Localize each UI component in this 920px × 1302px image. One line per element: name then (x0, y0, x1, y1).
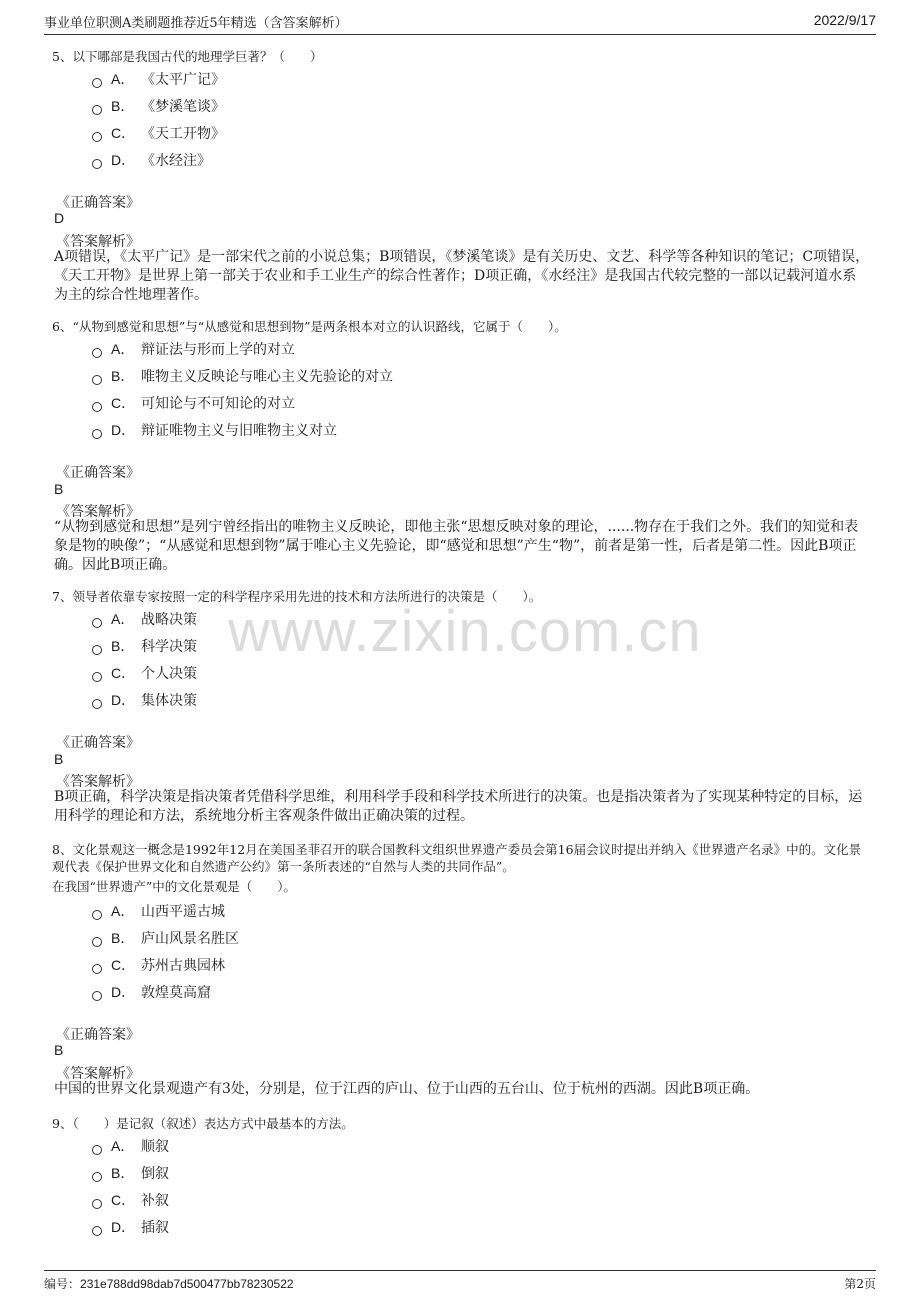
radio-icon[interactable] (92, 618, 102, 628)
option-row[interactable]: D． 《水经注》 (92, 149, 211, 171)
option-row[interactable]: C． 苏州古典园林 (92, 954, 225, 976)
explanation-label: 《答案解析》 (56, 1066, 140, 1082)
option-row[interactable]: B． 倒叙 (92, 1162, 169, 1184)
radio-icon[interactable] (92, 78, 102, 88)
answer-value: B (54, 751, 64, 767)
radio-icon[interactable] (92, 1199, 102, 1209)
option-row[interactable]: B． 唯物主义反映论与唯心主义先验论的对立 (92, 365, 393, 387)
option-row[interactable]: B． 庐山风景名胜区 (92, 927, 239, 949)
option-row[interactable]: D． 集体决策 (92, 689, 197, 711)
option-row[interactable]: A． 《太平广记》 (92, 68, 225, 90)
radio-icon[interactable] (92, 699, 102, 709)
radio-icon[interactable] (92, 1145, 102, 1155)
option-text: 《太平广记》 (141, 72, 225, 88)
document-code: 编号：231e788dd98dab7d500477bb78230522 (44, 1277, 294, 1291)
option-text: 唯物主义反映论与唯心主义先验论的对立 (141, 369, 393, 385)
option-text: 战略决策 (141, 612, 197, 628)
option-text: 补叙 (141, 1193, 169, 1209)
option-row[interactable]: C． 可知论与不可知论的对立 (92, 392, 295, 414)
radio-icon[interactable] (92, 105, 102, 115)
option-row[interactable]: A． 山西平遥古城 (92, 900, 225, 922)
option-text: 苏州古典园林 (141, 958, 225, 974)
option-text: 插叙 (141, 1220, 169, 1236)
explanation-label: 《答案解析》 (56, 774, 140, 790)
option-text: 《水经注》 (141, 153, 211, 169)
document-title: 事业单位职测A类刷题推荐近5年精选（含答案解析） (44, 16, 348, 31)
explanation-label: 《答案解析》 (56, 504, 140, 520)
option-text: 辩证唯物主义与旧唯物主义对立 (141, 423, 337, 439)
page-footer (44, 1270, 876, 1295)
radio-icon[interactable] (92, 348, 102, 358)
explanation-text: B项正确，科学决策是指决策者凭借科学思维，利用科学手段和科学技术所进行的决策。也是指决策者为了实现某种特定的目标，运用科学的理论和方法，系统地分析主客观条件做出正确决策的过程。 (54, 789, 863, 824)
option-row[interactable]: D． 插叙 (92, 1216, 169, 1238)
radio-icon[interactable] (92, 375, 102, 385)
explanation-text: 中国的世界文化景观遗产有3处，分别是，位于江西的庐山、位于山西的五台山、位于杭州的西湖。因此B项正确。 (54, 1081, 760, 1097)
question-9-text: 9、（ ）是记叙（叙述）表达方式中最基本的方法。 (52, 1116, 354, 1131)
question-6-text: 6、“从物到感觉和思想”与“从感觉和思想到物”是两条根本对立的认识路线，它属于（ ）。 (52, 319, 567, 334)
answer-label: 《正确答案》 (56, 465, 140, 481)
radio-icon[interactable] (92, 645, 102, 655)
radio-icon[interactable] (92, 1172, 102, 1182)
radio-icon[interactable] (92, 910, 102, 920)
option-row[interactable]: C． 补叙 (92, 1189, 169, 1211)
question-7-text: 7、领导者依靠专家按照一定的科学程序采用先进的技术和方法所进行的决策是（ ）。 (52, 589, 542, 604)
option-row[interactable]: D． 辩证唯物主义与旧唯物主义对立 (92, 419, 337, 441)
radio-icon[interactable] (92, 991, 102, 1001)
option-text: 可知论与不可知论的对立 (141, 396, 295, 412)
option-row[interactable]: A． 战略决策 (92, 608, 197, 630)
page-header (44, 10, 876, 35)
option-row[interactable]: A． 辩证法与形而上学的对立 (92, 338, 295, 360)
answer-label: 《正确答案》 (56, 735, 140, 751)
page-number: 第2页 (844, 1277, 876, 1291)
option-text: 个人决策 (141, 666, 197, 682)
radio-icon[interactable] (92, 964, 102, 974)
option-row[interactable]: C． 《天工开物》 (92, 122, 225, 144)
option-row[interactable]: A． 顺叙 (92, 1135, 169, 1157)
radio-icon[interactable] (92, 159, 102, 169)
watermark: www.zixin.com.cn (228, 599, 702, 664)
option-text: 科学决策 (141, 639, 197, 655)
option-text: 倒叙 (141, 1166, 169, 1182)
explanation-text: A项错误，《太平广记》是一部宋代之前的小说总集；B项错误，《梦溪笔谈》是有关历史、文艺、科学等各种知识的笔记；C项错误，《天工开物》是世界上第一部关于农业和手工业生产的综合性著作；D项正确，《水经注》是我国古代较完整的一部以记载河道水系为主的综合性地理著作。 (54, 249, 870, 303)
option-row[interactable]: B． 科学决策 (92, 635, 197, 657)
document-date: 2022/9/17 (813, 12, 876, 28)
radio-icon[interactable] (92, 1226, 102, 1236)
option-text: 山西平遥古城 (141, 904, 225, 920)
question-5-text: 5、以下哪部是我国古代的地理学巨著？（ ） (52, 49, 323, 64)
question-8-text: 8、文化景观这一概念是1992年12月在美国圣菲召开的联合国教科文组织世界遗产委员会第16届会议时提出并纳入《世界遗产名录》中的。文化景观代表《保护世界文化和自然遗产公约》第一条所表述的“自然与人类的共同作品”。 (52, 842, 862, 874)
answer-value: B (54, 1042, 64, 1058)
option-text: 集体决策 (141, 693, 197, 709)
radio-icon[interactable] (92, 429, 102, 439)
explanation-label: 《答案解析》 (56, 234, 140, 250)
option-text: 顺叙 (141, 1139, 169, 1155)
answer-value: D (54, 210, 65, 226)
radio-icon[interactable] (92, 132, 102, 142)
radio-icon[interactable] (92, 937, 102, 947)
radio-icon[interactable] (92, 402, 102, 412)
option-row[interactable]: B． 《梦溪笔谈》 (92, 95, 225, 117)
option-text: 《梦溪笔谈》 (141, 99, 225, 115)
option-text: 《天工开物》 (141, 126, 225, 142)
option-text: 辩证法与形而上学的对立 (141, 342, 295, 358)
answer-label: 《正确答案》 (56, 1027, 140, 1043)
option-text: 庐山风景名胜区 (141, 931, 239, 947)
option-row[interactable]: D． 敦煌莫高窟 (92, 981, 211, 1003)
explanation-text: “从物到感觉和思想”是列宁曾经指出的唯物主义反映论，即他主张“思想反映对象的理论，......物存在于我们之外。我们的知觉和表象是物的映像”；“从感觉和思想到物”属于唯心主义先验论，即“感觉和思想”产生“物”，前者是第一性，后者是第二性。因此B项正确。因此B项正确。 (54, 519, 859, 573)
answer-label: 《正确答案》 (56, 195, 140, 211)
option-text: 敦煌莫高窟 (141, 985, 211, 1001)
question-8-prompt: 在我国“世界遗产”中的文化景观是（ ）。 (52, 879, 297, 894)
option-row[interactable]: C． 个人决策 (92, 662, 197, 684)
radio-icon[interactable] (92, 672, 102, 682)
answer-value: B (54, 481, 64, 497)
